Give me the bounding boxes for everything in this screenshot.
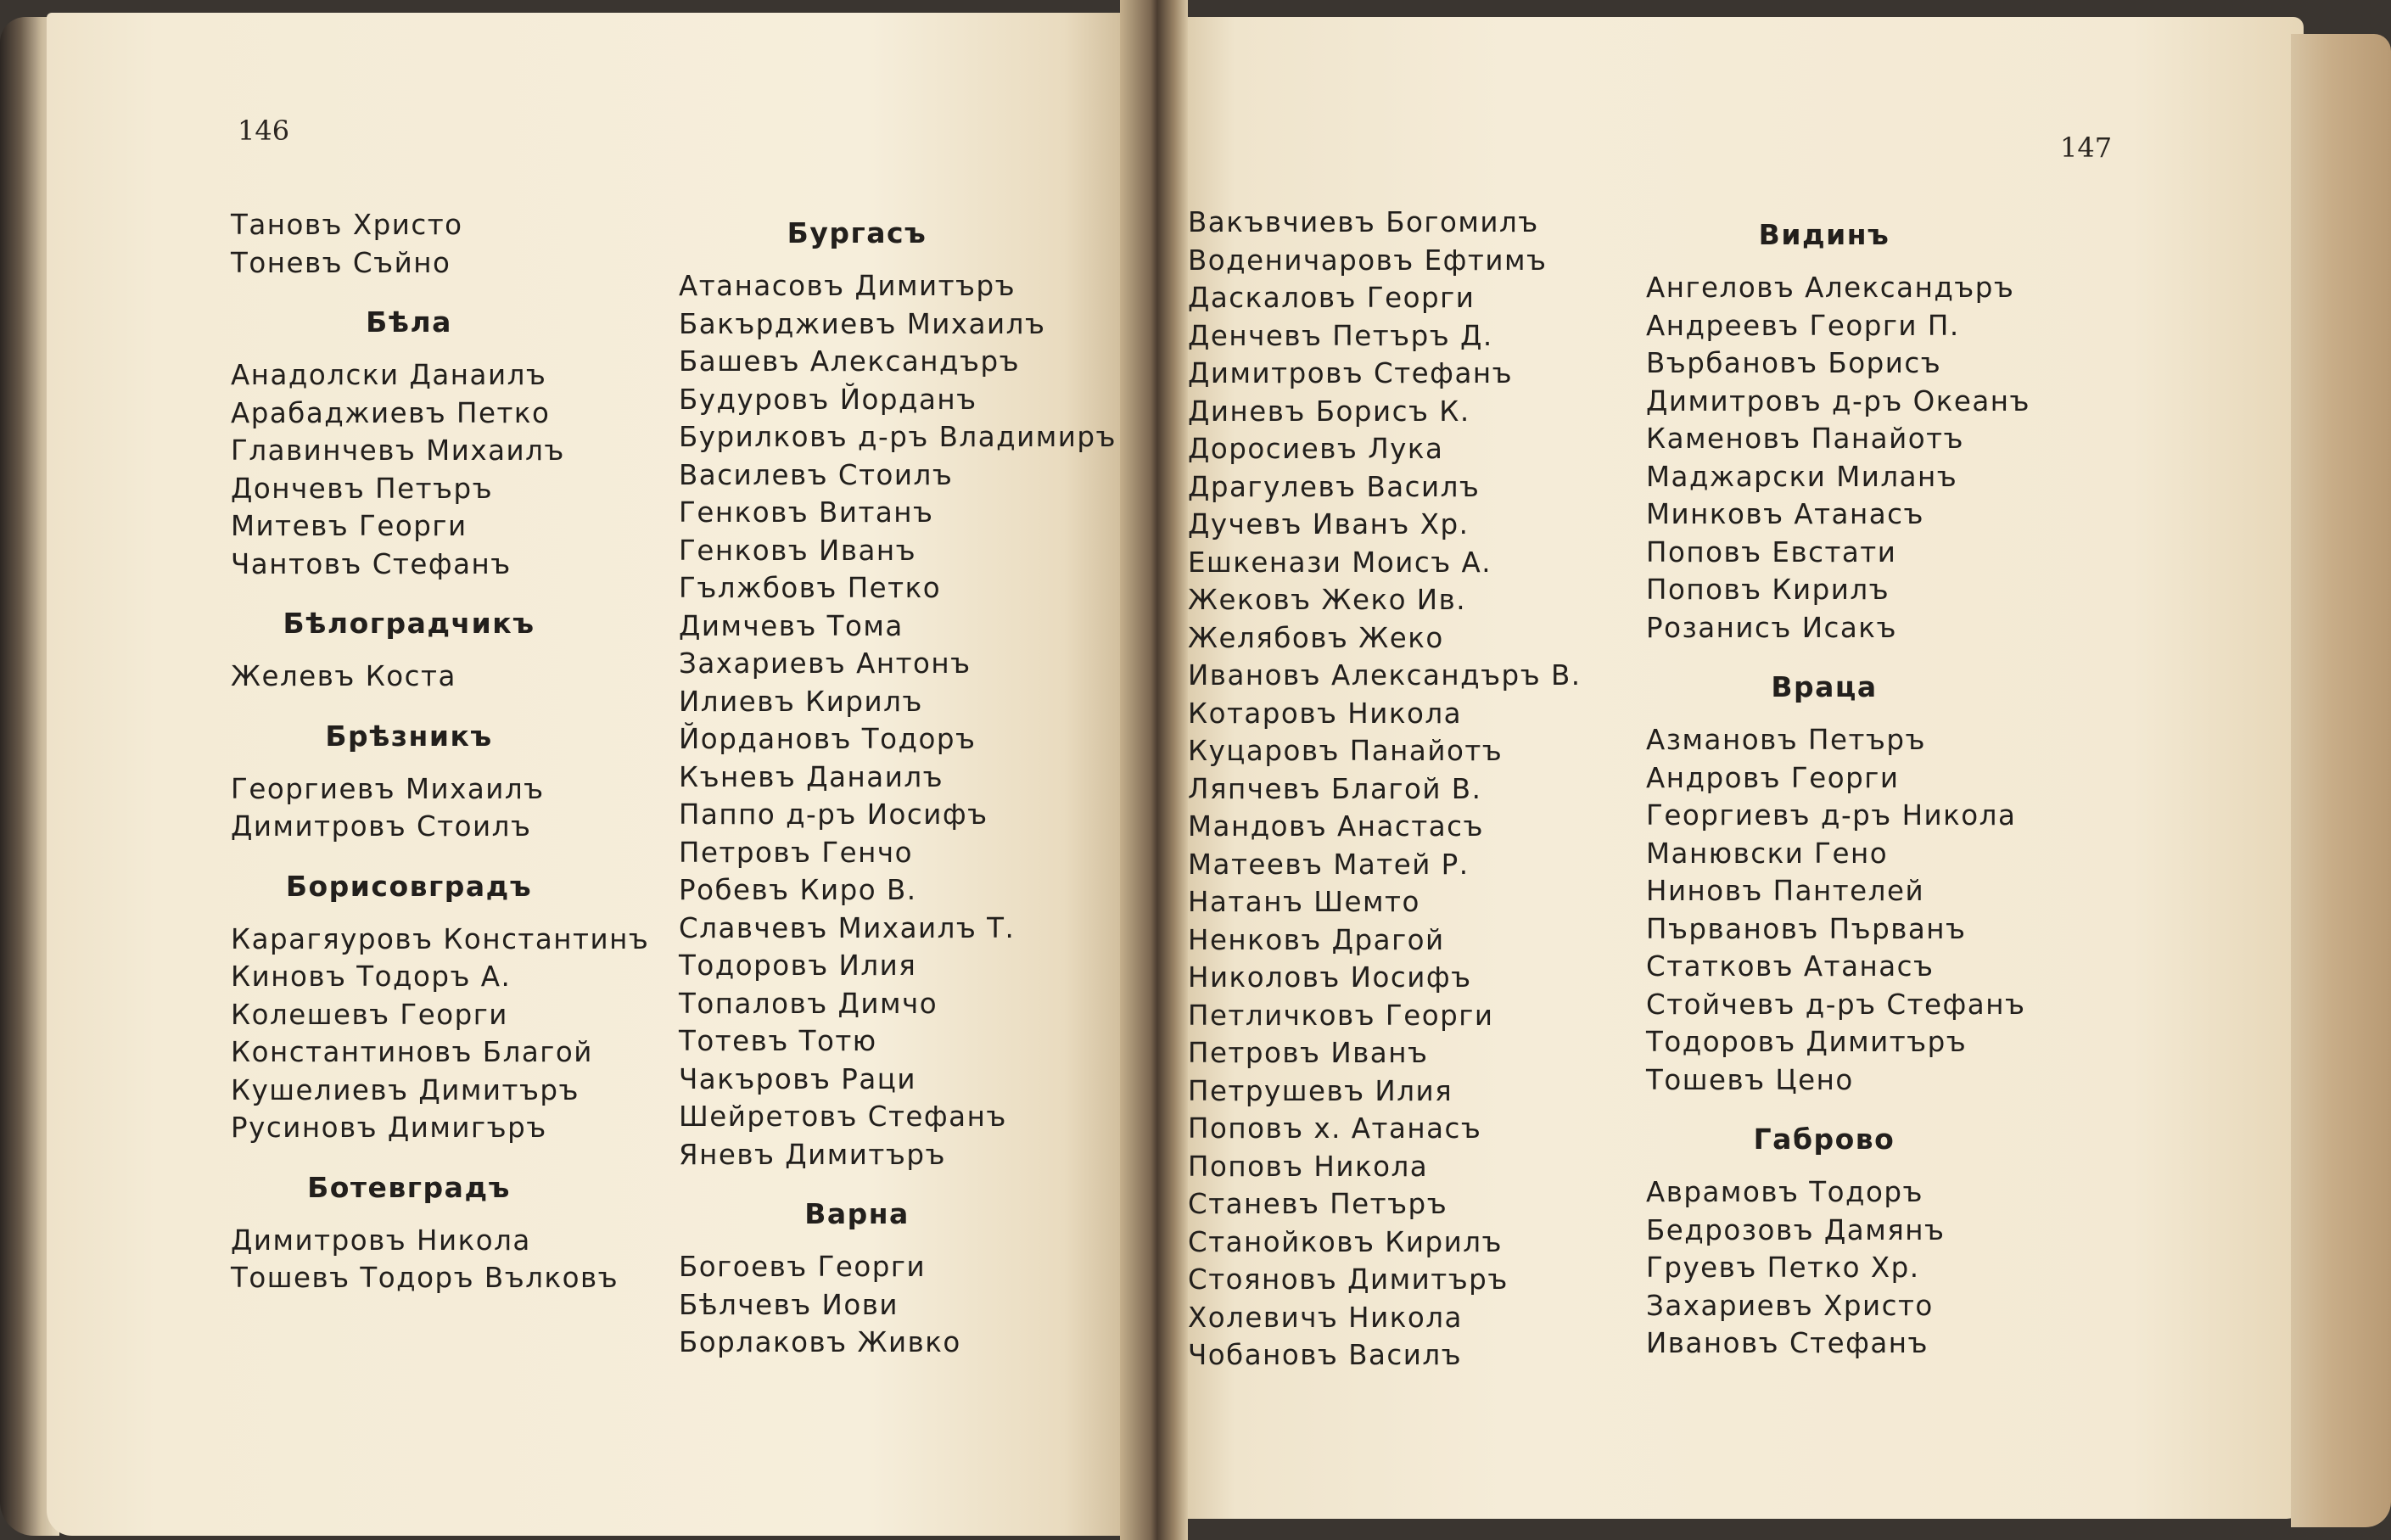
name-entry: Димитровъ Никола [231,1224,531,1257]
name-entry: Ниновъ Пантелей [1646,875,1925,907]
name-entry: Бакърджиевъ Михаилъ [679,307,1046,340]
name-entry: Генковъ Иванъ [679,534,917,567]
left-page-column-2 [679,215,1154,1362]
right-page-column-1 [1188,204,1646,1375]
name-entry: Драгулевъ Василъ [1188,470,1481,503]
name-entry: Тошевъ Тодоръ Вълковъ [231,1262,619,1294]
name-entry: Аврамовъ Тодоръ [1646,1176,1923,1208]
name-entry: Каменовъ Панайотъ [1646,423,1965,455]
name-entry: Първановъ Първанъ [1646,912,1967,945]
name-entry: Йордановъ Тодоръ [679,723,977,755]
name-entry: Тодоровъ Илия [679,949,917,982]
name-entry: Славчевъ Михаилъ Т. [679,911,1016,944]
town-heading: Варна [804,1197,910,1230]
name-entry: Върбановъ Борисъ [1646,347,1942,379]
name-entry: Куцаровъ Панайотъ [1188,735,1503,767]
heading-spacer [1646,254,2121,269]
heading-spacer [679,252,1154,267]
town-heading: Габрово [1753,1123,1895,1156]
name-entry: Димчевъ Тома [679,609,904,642]
name-entry: Диневъ Борисъ К. [1188,395,1470,428]
name-entry: Захариевъ Христо [1646,1289,1934,1322]
heading-spacer [1646,1158,2121,1173]
section-spacer [1646,1099,2121,1121]
name-entry: Шейретовъ Стефанъ [679,1100,1007,1133]
name-entry: Стойчевъ д-ръ Стефанъ [1646,988,2026,1021]
heading-spacer [231,341,672,356]
right-page-column-2 [1646,216,2121,1363]
book-edge-right [2291,34,2391,1527]
name-entry: Тотевъ Тотю [679,1025,877,1057]
name-entry: Георгиевъ Михаилъ [231,772,545,805]
name-entry: Борлаковъ Живко [679,1326,961,1358]
name-entry: Яневъ Димитъръ [679,1138,946,1171]
section-spacer [231,1147,672,1169]
name-entry: Русиновъ Димигъръ [231,1112,547,1144]
name-entry: Натанъ Шемто [1188,886,1420,918]
name-entry: Стояновъ Димитъръ [1188,1263,1509,1296]
section-spacer [231,282,672,304]
section-spacer [231,583,672,605]
town-heading: Бургасъ [787,216,927,249]
name-entry: Андреевъ Георги П. [1646,309,1960,342]
name-entry: Василевъ Стоилъ [679,458,954,491]
name-entry: Ненковъ Драгой [1188,923,1445,956]
name-entry: Будуровъ Йорданъ [679,383,977,416]
name-entry: Георгиевъ д-ръ Никола [1646,799,2017,832]
name-entry: Димитровъ Стоилъ [231,810,532,843]
town-heading: Ботевградъ [307,1170,511,1204]
name-entry: Манювски Гено [1646,837,1889,870]
name-entry: Топаловъ Димчо [679,987,938,1020]
town-heading: Видинъ [1758,218,1890,251]
name-entry: Тановъ Христо [231,209,463,241]
name-entry: Желевъ Коста [231,660,456,692]
name-entry: Митевъ Георги [231,510,468,542]
name-entry: Розанисъ Исакъ [1646,611,1897,644]
name-entry: Ешкенази Моисъ А. [1188,546,1492,579]
section-spacer [231,696,672,718]
name-entry: Кушелиевъ Димитъръ [231,1073,580,1106]
name-entry: Карагяуровъ Константинъ [231,922,650,955]
name-entry: Матеевъ Матей Р. [1188,848,1470,881]
name-entry: Ляпчевъ Благой В. [1188,772,1482,805]
name-entry: Анадолски Данаилъ [231,359,547,391]
name-entry: Колешевъ Георги [231,998,508,1031]
name-entry: Ивановъ Стефанъ [1646,1327,1929,1359]
name-entry: Тодоровъ Димитъръ [1646,1026,1968,1058]
name-entry: Станойковъ Кирилъ [1188,1225,1503,1258]
name-entry: Арабаджиевъ Петко [231,396,551,429]
heading-spacer [231,905,672,921]
name-entry: Жековъ Жеко Ив. [1188,584,1467,616]
town-heading: Борисовградъ [285,869,533,903]
name-entry: Дучевъ Иванъ Хр. [1188,508,1470,540]
name-entry: Доросиевъ Лука [1188,433,1444,465]
name-entry: Статковъ Атанасъ [1646,950,1935,983]
name-entry: Генковъ Витанъ [679,496,934,529]
name-entry: Чакъровъ Раци [679,1062,917,1095]
name-entry: Петличковъ Георги [1188,999,1494,1032]
name-entry: Бедрозовъ Дамянъ [1646,1213,1946,1246]
section-spacer [1646,647,2121,669]
name-entry: Чантовъ Стефанъ [231,547,512,580]
name-entry: Робевъ Киро В. [679,874,917,906]
page-number-right: 147 [2060,132,2113,164]
heading-spacer [1646,706,2121,721]
heading-spacer [231,1207,672,1222]
name-entry: Димитровъ д-ръ Океанъ [1646,384,2031,417]
town-heading: Брѣзникъ [325,719,493,753]
name-entry: Петровъ Иванъ [1188,1037,1429,1069]
page-number-left: 146 [238,115,290,147]
name-entry: Главинчевъ Михаилъ [231,434,565,467]
heading-spacer [231,755,672,770]
name-entry: Груевъ Петко Хр. [1646,1252,1920,1284]
name-entry: Мандовъ Анастасъ [1188,810,1484,843]
section-spacer [679,1173,1154,1196]
name-entry: Бурилковъ д-ръ Владимиръ [679,421,1117,453]
town-heading: Враца [1771,670,1878,703]
name-entry: Воденичаровъ Ефтимъ [1188,244,1548,277]
name-entry: Башевъ Александъръ [679,345,1021,378]
name-entry: Дончевъ Петъръ [231,472,494,505]
name-entry: Станевъ Петъръ [1188,1188,1448,1220]
name-entry: Къневъ Данаилъ [679,760,944,793]
name-entry: Денчевъ Петъръ Д. [1188,319,1493,352]
name-entry: Желябовъ Жеко [1188,621,1444,654]
name-entry: Маджарски Миланъ [1646,460,1958,493]
name-entry: Николовъ Иосифъ [1188,961,1472,994]
name-entry: Азмановъ Петъръ [1646,724,1926,756]
name-entry: Бѣлчевъ Иови [679,1288,899,1321]
name-entry: Холевичъ Никола [1188,1301,1463,1334]
name-entry: Богоевъ Георги [679,1251,927,1283]
section-spacer [231,846,672,868]
name-entry: Захариевъ Антонъ [679,647,972,680]
name-entry: Котаровъ Никола [1188,697,1463,730]
name-entry: Петровъ Генчо [679,836,913,869]
name-entry: Константиновъ Благой [231,1036,593,1068]
name-entry: Тошевъ Цено [1646,1063,1854,1096]
name-entry: Атанасовъ Димитъръ [679,270,1016,302]
name-entry: Гължбовъ Петко [679,572,942,604]
name-entry: Киновъ Тодоръ А. [231,960,512,993]
name-entry: Ангеловъ Александъръ [1646,272,2015,304]
name-entry: Ивановъ Александъръ В. [1188,659,1582,692]
name-entry: Вакъвчиевъ Богомилъ [1188,206,1539,238]
town-heading: Бѣла [366,305,452,339]
town-heading: Бѣлоградчикъ [283,607,535,640]
name-entry: Поповъ Никола [1188,1150,1429,1183]
name-entry: Минковъ Атанасъ [1646,498,1924,530]
name-entry: Даскаловъ Георги [1188,282,1475,314]
name-entry: Андровъ Георги [1646,761,1900,794]
name-entry: Петрушевъ Илия [1188,1074,1453,1107]
name-entry: Тоневъ Съйно [231,246,451,279]
name-entry: Чобановъ Василъ [1188,1339,1463,1371]
name-entry: Илиевъ Кирилъ [679,685,923,718]
name-entry: Поповъ Евстати [1646,535,1897,568]
name-entry: Поповъ Кирилъ [1646,574,1890,606]
heading-spacer [679,1233,1154,1248]
name-entry: Паппо д-ръ Иосифъ [679,798,988,831]
left-page-column-1 [231,206,672,1297]
name-entry: Димитровъ Стефанъ [1188,357,1514,389]
heading-spacer [231,642,672,658]
name-entry: Поповъ х. Атанасъ [1188,1112,1482,1145]
